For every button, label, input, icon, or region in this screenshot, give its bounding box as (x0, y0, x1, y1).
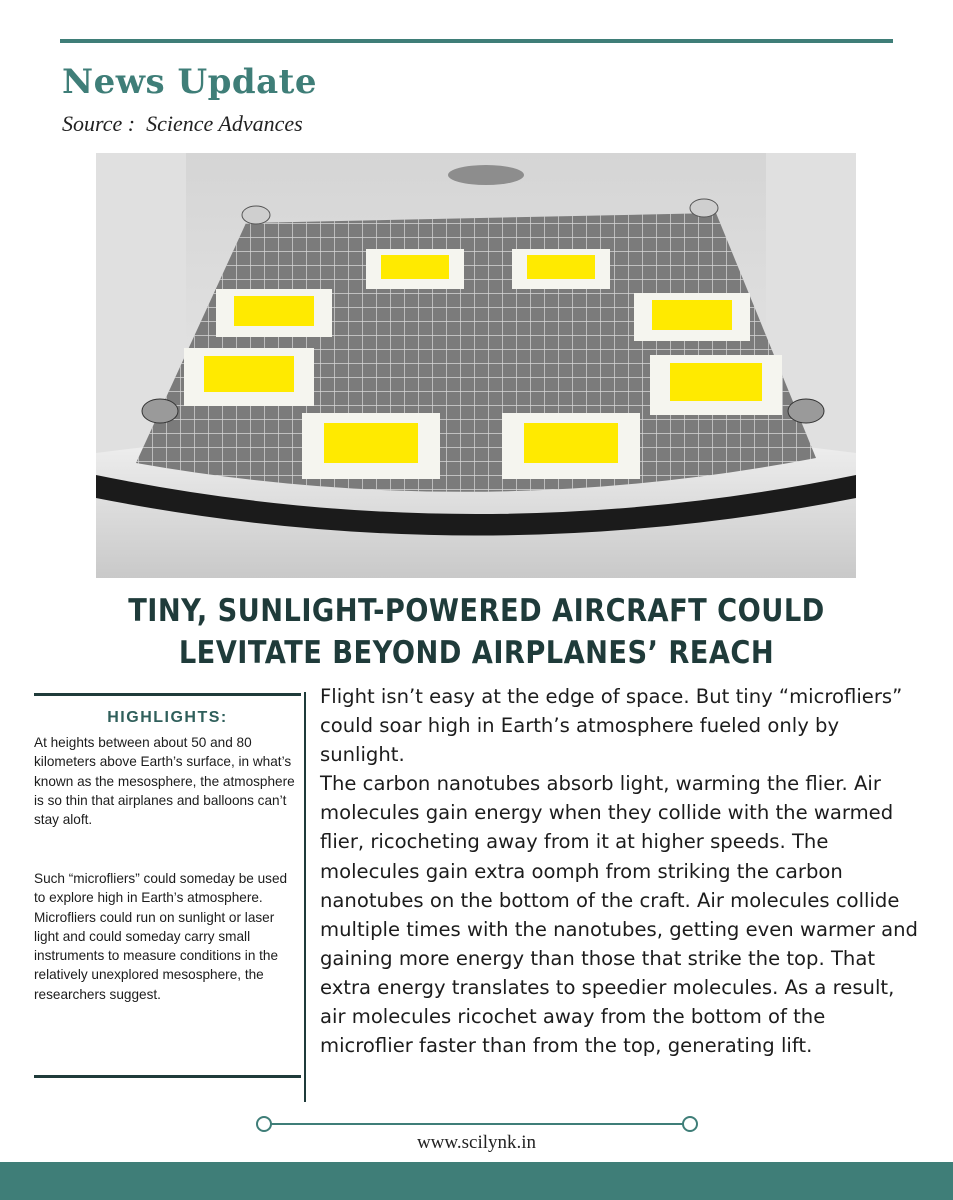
highlight-item: At heights between about 50 and 80 kilometers above Earth’s surface, in what’s known as the mesosphere, the atmosphere is so thin that airplanes and balloons can’t stay aloft. (34, 735, 295, 828)
top-rule (60, 39, 893, 43)
article-paragraph: Flight isn’t easy at the edge of space. But tiny “microfliers” could soar high in Earth’s atmosphere fueled only by sunlight. (320, 685, 903, 767)
website-link[interactable]: www.scilynk.in (416, 1132, 537, 1153)
panel-6 (650, 355, 782, 415)
footer-line-dot-right (682, 1116, 698, 1132)
panel-7 (302, 413, 440, 479)
highlights-title: HIGHLIGHTS: (107, 709, 228, 726)
source-label: Source : Science Advances (62, 111, 303, 136)
panel-8 (502, 413, 640, 479)
page-title: News Update (62, 62, 318, 102)
highlights-bottom-rule (34, 1075, 301, 1078)
article-body (320, 682, 920, 1060)
footer-line (262, 1123, 692, 1125)
panel-4 (634, 293, 750, 341)
panel-3 (216, 289, 332, 337)
microflier-illustration (96, 153, 856, 578)
footer-line-dot-left (256, 1116, 272, 1132)
highlights-top-rule (34, 693, 301, 696)
panel-5 (184, 348, 314, 406)
column-divider (304, 692, 306, 1102)
panel-1 (366, 249, 464, 289)
article-headline: TINY, SUNLIGHT-POWERED AIRCRAFT COULD LEVITATE BEYOND AIRPLANES’ REACH (128, 593, 825, 671)
footer-band (0, 1162, 953, 1200)
highlight-item: Such “microfliers” could someday be used to explore high in Earth’s atmosphere. Microfliers could run on sunlight or laser light and could someday carry small instruments to measure conditions in the relatively unexplored mesosphere, the researchers suggest. (34, 871, 288, 1002)
panel-2 (512, 249, 610, 289)
article-paragraph: The carbon nanotubes absorb light, warming the flier. Air molecules gain energy when they collide with the warmed flier, ricocheting away from it at higher speeds. The molecules gain extra oomph from striking the carbon nanotubes on the bottom of the craft. Air molecules collide multiple times with the nanotubes, getting even warmer and gaining more energy than those that strike the top. That extra energy translates to speedier molecules. As a result, air molecules ricochet away from the bottom of the microflier faster than from the top, generating lift. (320, 772, 918, 1058)
